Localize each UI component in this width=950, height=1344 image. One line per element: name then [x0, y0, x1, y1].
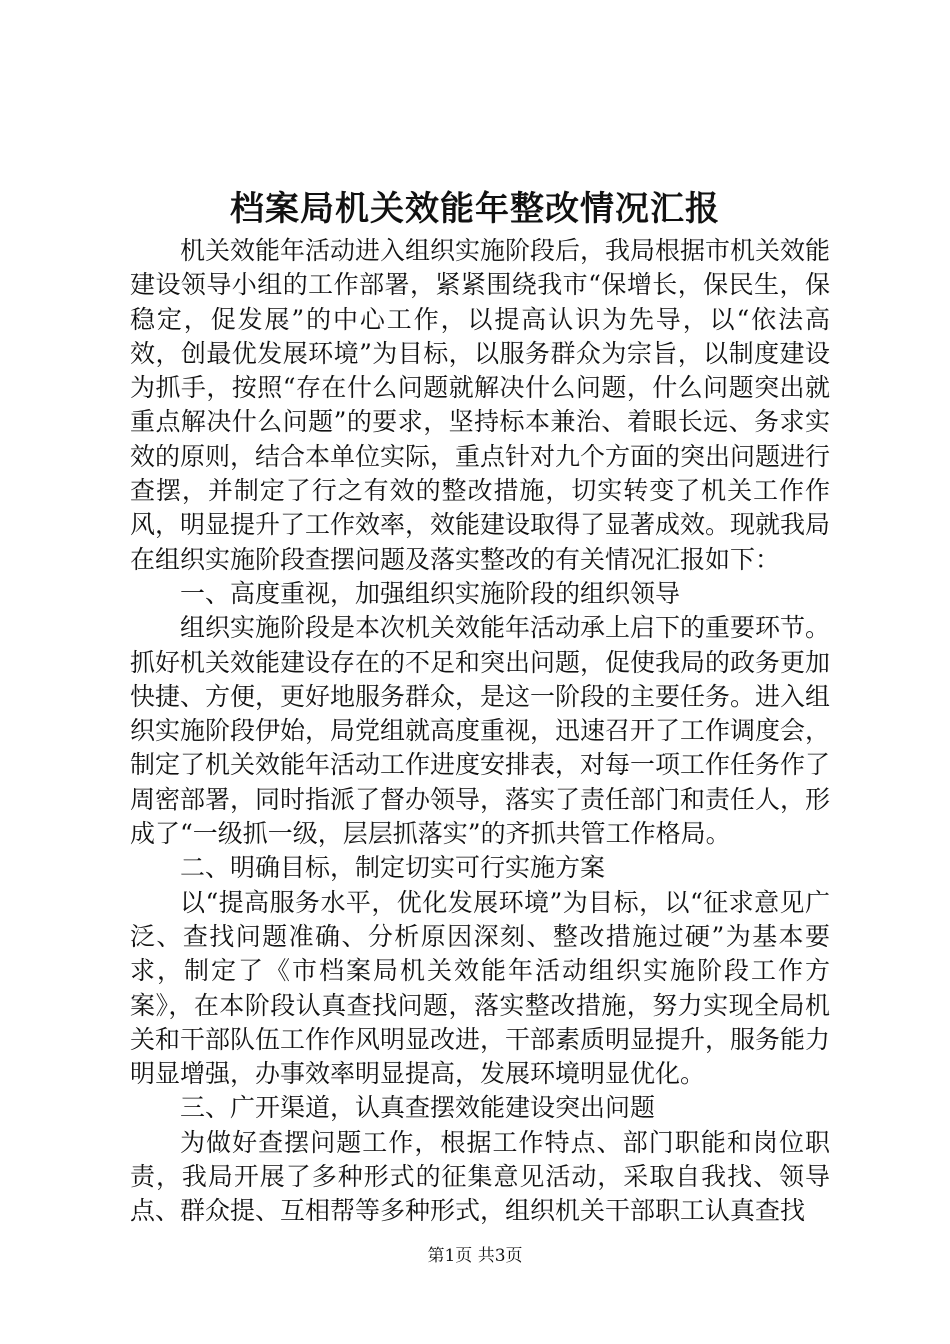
- section-heading-3: 三、广开渠道，认真查摆效能建设突出问题: [180, 1093, 656, 1123]
- section-heading-1: 一、高度重视，加强组织实施阶段的组织领导: [180, 578, 681, 608]
- paragraph-section-3: 为做好查摆问题工作，根据工作特点、部门职能和岗位职责，我局开展了多种形式的征集意见活动，采取自我找、领导点、群众提、互相帮等多种形式，组织机关干部职工认真查找: [130, 1127, 830, 1226]
- paragraph-section-2: 以“提高服务水平，优化发展环境”为目标，以“征求意见广泛、查找问题准确、分析原因深刻、整改措施过硬”为基本要求，制定了《市档案局机关效能年活动组织实施阶段工作方案》，在本阶段认真查找问题，落实整改措施，努力实现全局机关和干部队伍工作作风明显改进，干部素质明显提升，服务能力明显增强，办事效率明显提高，发展环境明显优化。: [130, 887, 831, 1089]
- document-body: [130, 234, 830, 1229]
- paragraph-section-1: 组织实施阶段是本次机关效能年活动承上启下的重要环节。抓好机关效能建设存在的不足和突出问题，促使我局的政务更加快捷、方便，更好地服务群众，是这一阶段的主要任务。进入组织实施阶段伊始，局党组就高度重视，迅速召开了工作调度会，制定了机关效能年活动工作进度安排表，对每一项工作任务作了周密部署，同时指派了督办领导，落实了责任部门和责任人，形成了“一级抓一级，层层抓落实”的齐抓共管工作格局。: [130, 613, 831, 849]
- page-footer: 第1页 共3页: [427, 1246, 523, 1266]
- section-heading-2: 二、明确目标，制定切实可行实施方案: [180, 853, 606, 883]
- paragraph-intro: 机关效能年活动进入组织实施阶段后，我局根据市机关效能建设领导小组的工作部署，紧紧围绕我市“保增长，保民生，保稳定，促发展”的中心工作，以提高认识为先导，以“依法高效，创最优发展环境”为目标，以服务群众为宗旨，以制度建设为抓手，按照“存在什么问题就解决什么问题，什么问题突出就重点解决什么问题”的要求，坚持标本兼治、着眼长远、务求实效的原则，结合本单位实际，重点针对九个方面的突出问题进行查摆，并制定了行之有效的整改措施，切实转变了机关工作作风，明显提升了工作效率，效能建设取得了显著成效。现就我局在组织实施阶段查摆问题及落实整改的有关情况汇报如下：: [130, 236, 831, 574]
- document-title: 档案局机关效能年整改情况汇报: [230, 189, 720, 229]
